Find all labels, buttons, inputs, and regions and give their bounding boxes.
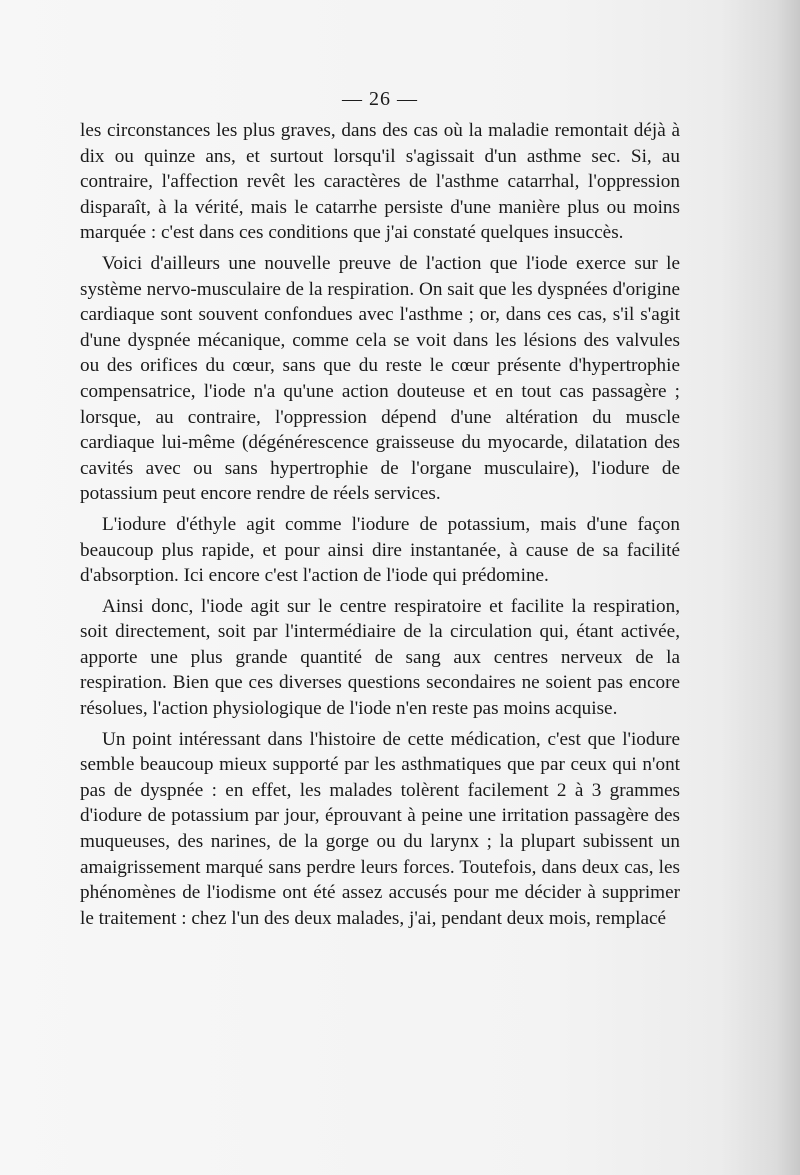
paragraph-3: L'iodure d'éthyle agit comme l'iodure de potassium, mais d'une façon beaucoup plus rapide, et pour ainsi dire instantanée, à cause de sa facilité d'absorption. Ici encore c'est l'action de l'iode qui prédomine. (80, 513, 680, 587)
paragraph-4: Ainsi donc, l'iode agit sur le centre respiratoire et facilite la respiration, soit directement, soit par l'intermédiaire de la circulation qui, étant activée, apporte une plus grande quantité de sang aux centres nerveux de la respiration. Bien que ces diverses questions secondaires ne soient pas encore résolues, l'action physiologique de l'iode n'en reste pas moins acquise. (80, 595, 680, 720)
paragraph-1: les circonstances les plus graves, dans des cas où la maladie remontait déjà à dix ou quinze ans, et surtout lorsqu'il s'agissait d'un asthme sec. Si, au contraire, l'affection revêt les caractères de l'asthme catarrhal, l'oppression disparaît, à la vérité, mais le catarrhe persiste d'une manière plus ou moins marquée : c'est dans ces conditions que j'ai constaté quelques insuccès. (80, 120, 680, 244)
page-number: — 26 — (342, 88, 418, 110)
paragraph-5: Un point intéressant dans l'histoire de cette médication, c'est que l'iodure semble beaucoup mieux supporté par les asthmatiques que par ceux qui n'ont pas de dyspnée : en effet, les malades tolèrent facilement 2 à 3 grammes d'iodure de potassium par jour, éprouvant à peine une irritation passagère des muqueuses, des narines, de la gorge ou du larynx ; la plupart subissent un amaigrissement marqué sans perdre leurs forces. Toutefois, dans deux cas, les phénomènes de l'iodisme ont été assez accusés pour me décider à supprimer le traitement : chez l'un des deux malades, j'ai, pendant deux mois, remplacé (80, 728, 680, 929)
body-text (80, 118, 680, 931)
paragraph-2: Voici d'ailleurs une nouvelle preuve de l'action que l'iode exerce sur le système nervo-musculaire de la respiration. On sait que les dyspnées d'origine cardiaque sont souvent confondues avec l'asthme ; or, dans ces cas, s'il s'agit d'une dyspnée mécanique, comme cela se voit dans les lésions des valvules ou des orifices du cœur, sans que du reste le cœur présente d'hypertrophie compensatrice, l'iode n'a qu'une action douteuse et en tout cas passagère ; lorsque, au contraire, l'oppression dépend d'une altération du muscle cardiaque lui-même (dégénérescence graisseuse du myocarde, dilatation des cavités avec ou sans hypertrophie de l'organe musculaire), l'iodure de potassium peut encore rendre de réels services. (80, 252, 680, 505)
